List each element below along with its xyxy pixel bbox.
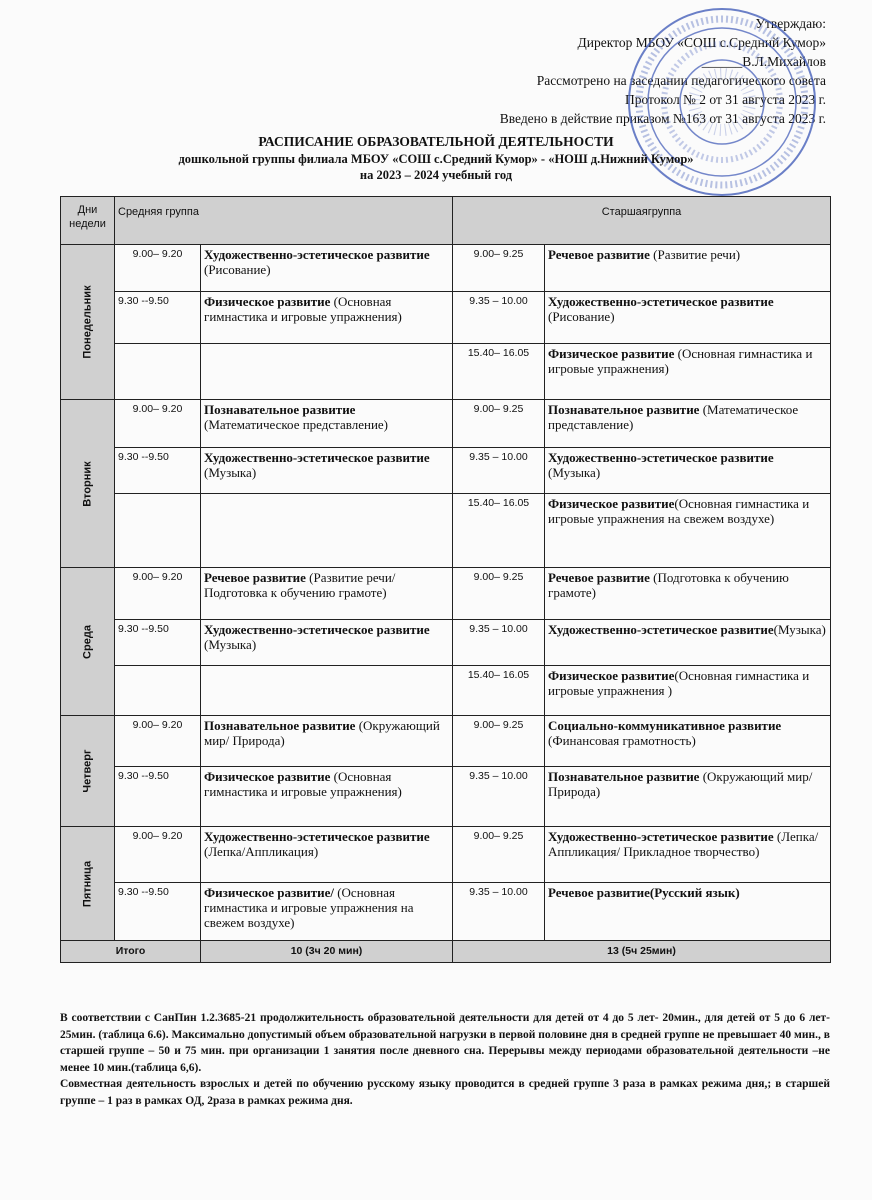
senior-group-activity — [545, 494, 831, 568]
activity-detail: (Основная гимнастика и игровые упражнения на свежем воздухе) — [204, 885, 414, 930]
activity-detail: (Математическое представление) — [548, 402, 799, 432]
senior-group-time: 9.35 – 10.00 — [453, 883, 545, 941]
middle-group-time: 9.30 --9.50 — [115, 883, 201, 941]
activity-detail: (Основная гимнастика и игровые упражнения на свежем воздухе) — [548, 496, 810, 526]
activity-detail: (Музыка) — [204, 637, 257, 652]
senior-group-time: 9.00– 9.25 — [453, 568, 545, 620]
table-row — [61, 883, 831, 941]
middle-group-time: 9.00– 9.20 — [115, 827, 201, 883]
senior-group-activity — [545, 344, 831, 400]
senior-group-time: 15.40– 16.05 — [453, 494, 545, 568]
senior-group-activity — [545, 568, 831, 620]
activity-area: Художественно-эстетическое развитие — [548, 622, 774, 637]
table-row — [61, 400, 831, 448]
activity-detail: (Музыка) — [773, 622, 826, 637]
activity-detail: (Основная гимнастика и игровые упражнения) — [548, 346, 813, 376]
day-name-cell — [61, 827, 115, 941]
middle-group-time: 9.00– 9.20 — [115, 568, 201, 620]
approval-line: Директор МБОУ «СОШ с.Средний Кумор» — [577, 35, 826, 50]
senior-group-time: 9.35 – 10.00 — [453, 448, 545, 494]
senior-group-activity — [545, 245, 831, 292]
total-label: Итого — [61, 941, 201, 963]
table-row — [61, 568, 831, 620]
day-name: Среда — [81, 624, 93, 659]
middle-group-activity — [201, 245, 453, 292]
activity-area: Художественно-эстетическое развитие — [548, 450, 774, 465]
note-paragraph: В соответствии с СанПин 1.2.3685-21 продолжительность образовательной деятельности для детей от 4 до 5 лет- 20мин., для детей от 5 до 6 лет- 25мин. (таблица 6.6). Максимально допустимый объем образовательной нагрузки в первой половине дня в средней группе не превышает 40 мин., в старшей группе – 50 и 75 мин. при организации 1 занятия после дневного сна. Перерывы между периодами образовательной деятельности –не менее 10 мин.(таблица 6,6). — [60, 1012, 830, 1074]
total-middle: 10 (3ч 20 мин) — [201, 941, 453, 963]
activity-detail: (Лепка/Аппликация/ Прикладное творчество) — [548, 829, 819, 859]
header-senior-group: Старшаягруппа — [453, 197, 831, 245]
table-row — [61, 666, 831, 716]
activity-area: Физическое развитие — [548, 346, 675, 361]
activity-area: Познавательное развитие — [204, 718, 356, 733]
middle-group-time: 9.30 --9.50 — [115, 620, 201, 666]
activity-detail: (Математическое представление) — [204, 417, 389, 432]
senior-group-activity — [545, 883, 831, 941]
senior-group-activity — [545, 620, 831, 666]
day-name-cell — [61, 245, 115, 400]
activity-detail: (Финансовая грамотность) — [548, 733, 696, 748]
middle-group-activity — [201, 400, 453, 448]
senior-group-activity — [545, 448, 831, 494]
senior-group-time: 9.35 – 10.00 — [453, 620, 545, 666]
activity-area: Художественно-эстетическое развитие — [548, 294, 774, 309]
activity-detail: (Лепка/Аппликация) — [204, 844, 319, 859]
senior-group-time: 9.00– 9.25 — [453, 716, 545, 767]
activity-detail: (Окружающий мир/Природа) — [548, 769, 813, 799]
activity-area: Художественно-эстетическое развитие — [204, 829, 430, 844]
day-name-cell — [61, 400, 115, 568]
stamp-center-texture — [694, 74, 750, 130]
middle-group-time: 9.00– 9.20 — [115, 245, 201, 292]
activity-area: Познавательное развитие — [204, 402, 356, 417]
table-row — [61, 716, 831, 767]
activity-detail: (Подготовка к обучению грамоте) — [548, 570, 789, 600]
activity-area: Физическое развитие — [204, 769, 331, 784]
total-senior: 13 (5ч 25мин) — [453, 941, 831, 963]
activity-area: Познавательное развитие — [548, 402, 700, 417]
table-row — [61, 344, 831, 400]
senior-group-time: 9.00– 9.25 — [453, 245, 545, 292]
activity-detail: (Рисование) — [204, 262, 271, 277]
activity-area: Физическое развитие/ — [204, 885, 334, 900]
activity-detail: (Окружающий мир/ Природа) — [204, 718, 440, 748]
activity-detail: (Основная гимнастика и игровые упражнения) — [204, 769, 402, 799]
table-row — [61, 245, 831, 292]
activity-area: Физическое развитие — [204, 294, 331, 309]
activity-area: Речевое развитие(Русский язык) — [548, 885, 740, 900]
academic-year: на 2023 – 2024 учебный год — [359, 168, 513, 182]
senior-group-activity — [545, 666, 831, 716]
activity-detail: (Развитие речи) — [649, 247, 741, 262]
middle-group-time — [115, 344, 201, 400]
middle-group-activity — [201, 716, 453, 767]
activity-area: Речевое развитие — [548, 247, 650, 262]
middle-group-activity — [201, 883, 453, 941]
day-name: Понедельник — [81, 285, 93, 359]
notes-block — [60, 1010, 830, 1109]
document-subtitle: дошкольной группы филиала МБОУ «СОШ с.Средний Кумор» - «НОШ д.Нижний Кумор» — [178, 152, 694, 166]
senior-group-time: 9.35 – 10.00 — [453, 292, 545, 344]
senior-group-time: 15.40– 16.05 — [453, 344, 545, 400]
senior-group-activity — [545, 827, 831, 883]
approval-line: Утверждаю: — [755, 16, 826, 31]
activity-area: Физическое развитие — [548, 668, 675, 683]
middle-group-time: 9.30 --9.50 — [115, 292, 201, 344]
senior-group-activity — [545, 716, 831, 767]
document-heading — [0, 133, 872, 183]
activity-area: Художественно-эстетическое развитие — [204, 622, 430, 637]
activity-detail: (Основная гимнастика и игровые упражнения) — [204, 294, 402, 324]
header-middle-group: Средняя группа — [115, 197, 453, 245]
senior-group-time: 15.40– 16.05 — [453, 666, 545, 716]
senior-group-time: 9.00– 9.25 — [453, 400, 545, 448]
day-name-cell — [61, 716, 115, 827]
middle-group-activity — [201, 292, 453, 344]
table-row — [61, 827, 831, 883]
activity-area: Художественно-эстетическое развитие — [204, 247, 430, 262]
day-name: Вторник — [81, 460, 93, 507]
activity-detail: (Развитие речи/ Подготовка к обучению грамоте) — [204, 570, 396, 600]
middle-group-time — [115, 494, 201, 568]
table-row — [61, 292, 831, 344]
middle-group-activity — [201, 666, 453, 716]
total-row — [61, 941, 831, 963]
middle-group-activity — [201, 448, 453, 494]
activity-area: Познавательное развитие — [548, 769, 700, 784]
middle-group-time: 9.30 --9.50 — [115, 448, 201, 494]
approval-line: Введено в действие приказом №163 от 31 августа 2023 г. — [499, 111, 826, 126]
senior-group-time: 9.00– 9.25 — [453, 827, 545, 883]
activity-area: Социально-коммуникативное развитие — [548, 718, 782, 733]
schedule-table — [60, 196, 831, 963]
header-days: Дни недели — [61, 197, 115, 245]
day-name: Четверг — [81, 749, 93, 793]
table-row — [61, 767, 831, 827]
activity-detail: (Рисование) — [548, 309, 615, 324]
approval-line: Протокол № 2 от 31 августа 2023 г. — [624, 92, 826, 107]
table-row — [61, 494, 831, 568]
approval-line: Рассмотрено на заседании педагогического совета — [536, 73, 826, 88]
day-name: Пятница — [81, 860, 93, 907]
middle-group-time: 9.30 --9.50 — [115, 767, 201, 827]
document-title: РАСПИСАНИЕ ОБРАЗОВАТЕЛЬНОЙ ДЕЯТЕЛЬНОСТИ — [258, 134, 614, 149]
middle-group-activity — [201, 767, 453, 827]
table-header-row — [61, 197, 831, 245]
activity-detail: (Музыка) — [204, 465, 257, 480]
middle-group-time — [115, 666, 201, 716]
note-paragraph: Совместная деятельность взрослых и детей по обучению русскому языку проводится в средней группе 3 раза в рамках режима дня,; в старшей группе – 1 раз в рамках ОД, 2раза в рамках режима дня. — [60, 1078, 830, 1107]
activity-area: Физическое развитие — [548, 496, 675, 511]
middle-group-activity — [201, 344, 453, 400]
senior-group-activity — [545, 767, 831, 827]
table-row — [61, 448, 831, 494]
middle-group-activity — [201, 568, 453, 620]
activity-detail: (Основная гимнастика и игровые упражнения ) — [548, 668, 810, 698]
middle-group-activity — [201, 494, 453, 568]
senior-group-time: 9.35 – 10.00 — [453, 767, 545, 827]
activity-area: Речевое развитие — [548, 570, 650, 585]
middle-group-time: 9.00– 9.20 — [115, 400, 201, 448]
table-row — [61, 620, 831, 666]
activity-area: Художественно-эстетическое развитие — [204, 450, 430, 465]
activity-area: Речевое развитие — [204, 570, 306, 585]
middle-group-activity — [201, 827, 453, 883]
activity-detail: (Музыка) — [548, 465, 601, 480]
middle-group-activity — [201, 620, 453, 666]
approval-line: ______В.Л.Михайлов — [701, 54, 826, 69]
activity-area: Художественно-эстетическое развитие — [548, 829, 774, 844]
senior-group-activity — [545, 400, 831, 448]
middle-group-time: 9.00– 9.20 — [115, 716, 201, 767]
senior-group-activity — [545, 292, 831, 344]
day-name-cell — [61, 568, 115, 716]
